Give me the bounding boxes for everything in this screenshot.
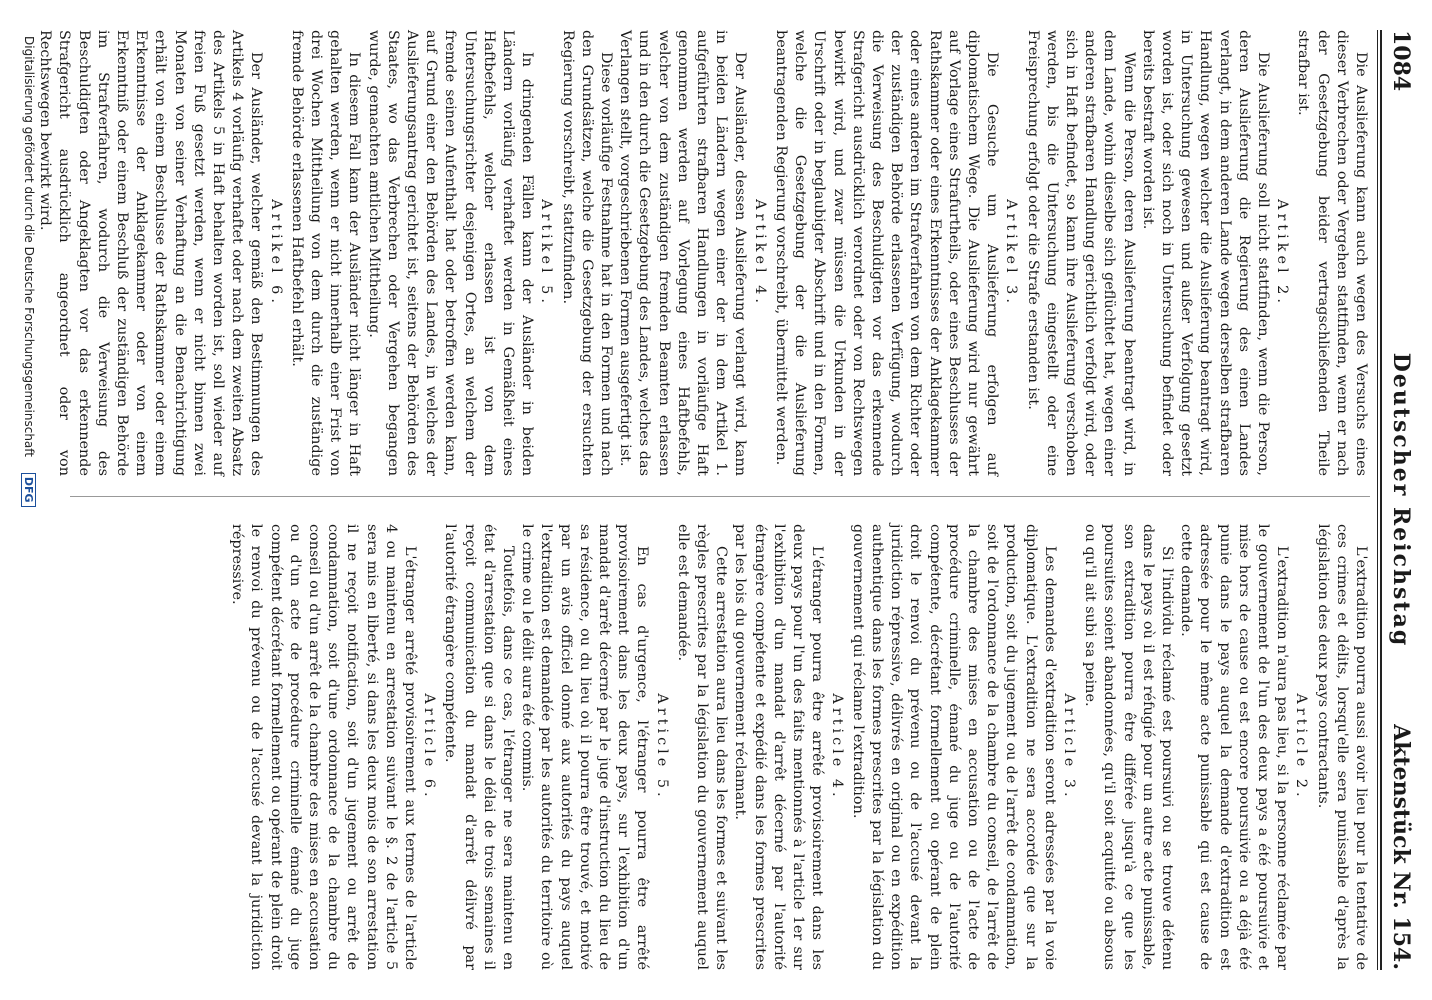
- french-paragraph: L'extradition pourra aussi avoir lieu pour la tentative de ces crimes et délits, lorsqu'elle sera punissable d'après la législation des deux pays contractants.: [1314, 524, 1369, 970]
- french-paragraph: L'étranger pourra être arrêté provisoirement dans les deux pays pour l'un des faits mentionnés à l'article 1er sur l'exhibition d'un mandat d'arrêt décerné par l'autorité étrangère compétente et expédié dans les formes prescrites par les lois du gouvernement réclamant.: [732, 524, 826, 970]
- german-article-heading: Artikel 5.: [538, 199, 555, 307]
- german-article-heading: Artikel 3.: [1003, 199, 1020, 307]
- french-paragraph: Toutefois, dans ce cas, l'étranger ne sera maintenu en état d'arrestation que si dans le délai de trois semaines il reçoit communication du mandat d'arrêt délivré par l'autorité étrangère compétente.: [442, 524, 517, 970]
- header-rule-thin: [1377, 30, 1378, 970]
- german-paragraph: Die Auslieferung soll nicht stattfinden, wenn die Person, deren Auslieferung die Regierung des einen Landes verlangt, in dem anderen Lande wegen derselben strafbaren Handlung, wegen welcher die Auslieferung beantragt wird, in Untersuchung gewesen und außer Verfolgung gesetzt worden ist, oder sich noch in Untersuchung befindet oder bereits bestraft worden ist.: [1139, 30, 1271, 476]
- french-paragraph: L'étranger arrêté provisoirement aux termes de l'article 4 ou maintenu en arrestation suivant le §. 2 de l'article 5 sera mis en liberté, si dans les deux mois de son arrestation il ne reçoit notification, soit d'un jugement ou arrêt de condamnation, soit d'une ordonnance de la chambre du conseil ou d'un arrêt de la chambre des mises en accusation ou d'un acte de procédure criminelle émané du juge compétent décrétant formellement ou opérant de plein droit le renvoi du prévenu ou de l'accusé devant la juridiction répressive.: [229, 524, 419, 970]
- dfg-logo: DFG: [21, 473, 36, 507]
- french-article-heading: Article 4.: [828, 693, 845, 801]
- column-divider: [70, 496, 1370, 497]
- german-article-heading: Artikel 4.: [751, 199, 768, 307]
- french-paragraph: Les demandes d'extradition seront adressées par la voie diplomatique. L'extradition ne sera accordée que sur la production, soit du jugement ou de l'arrêt de condamnation, soit de l'ordonnance de la chambre du conseil, de l'arrêt de la chambre des mises en accusation ou de l'acte de procédure criminelle, émané du juge ou de l'autorité compétente, décrétant formellement ou opérant de plein droit le renvoi du prévenu ou de l'accusé devant la juridiction répressive, délivrés en original ou en expédition authentique dans les formes prescrites par la législation du gouvernement qui réclame l'extradition.: [849, 524, 1058, 970]
- document-number: Aktenstück Nr. 154.: [1388, 724, 1414, 970]
- german-paragraph: In dringenden Fällen kann der Ausländer in beiden Ländern vorläufig verhaftet werden in Gemäßheit eines Haftbefehls, welcher erlassen ist von dem Untersuchungsrichter desjenigen Ortes, an welchem der fremde seinen Aufenthalt hat oder betroffen werden kann, auf Grund einer den Behörden des Landes, in welches der Auslieferungsantrag gerichtet ist, seitens der Behörden des Staates, wo das Verbrechen oder Vergehen begangen wurde, gemachten amtlichen Mittheilung.: [365, 30, 536, 476]
- german-paragraph: Der Ausländer, dessen Auslieferung verlangt wird, kann in beiden Ländern wegen einer der in dem Artikel 1. aufgeführten strafbaren Handlungen in vorläufige Haft genommen werden auf Vorlegung eines Haftbefehls, welcher von dem zuständigen fremden Beamten erlassen und in den durch die Gesetzgebung des Landes, welches das Verlangen stellt, vorgeschriebenen Formen ausgefertigt ist.: [617, 30, 749, 476]
- german-paragraph: Die Auslieferung kann auch wegen des Versuchs eines dieser Verbrechen oder Vergehen stattfinden, wenn er nach der Gesetzgebung beider vertragschließenden Theile strafbar ist.: [1295, 30, 1369, 476]
- publication-title: Deutscher Reichstag: [1388, 352, 1414, 648]
- german-paragraph: Die Gesuche um Auslieferung erfolgen auf diplomatischem Wege. Die Auslieferung wird nur gewährt auf Vorlage eines Strafurtheils, oder eines Beschlusses der Rathskammer oder eines Erkenntnisses der Anklagekammer oder eines anderen im Strafverfahren von dem Richter oder der zuständigen Behörde erlassenen Verfügung, wodurch die Verweisung des Beschuldigten vor das erkennende Strafgericht ausdrücklich verordnet oder von Rechtswegen bewirkt wird, und zwar müssen die Urkunden in der Urschrift oder in beglaubigter Abschrift und in den Formen, welche die Gesetzgebung der die Auslieferung beantragenden Regierung vorschreibt, übermittelt werden.: [772, 30, 1001, 476]
- german-paragraph: Wenn die Person, deren Auslieferung beantragt wird, in dem Lande, wohin dieselbe sich geflüchtet hat, wegen einer anderen strafbaren Handlung gerichtlich verfolgt wird, oder sich in Haft befindet, so kann ihre Auslieferung verschoben werden, bis die Untersuchung eingestellt oder eine Freisprechung erfolgt oder die Strafe erstanden ist.: [1024, 30, 1137, 476]
- french-paragraph: Si l'individu réclamé est poursuivi ou se trouve détenu dans le pays où il est réfugié pour un autre acte punissable, son extradition pourra être différée jusqu'à ce que les poursuites soient abandonnées, qu'il soit acquitté ou absous ou qu'il ait subi sa peine.: [1082, 524, 1175, 970]
- french-paragraph: En cas d'urgence, l'étranger pourra être arrêté provisoirement dans les deux pays, sur l'exhibition d'un mandat d'arrêt décerné par le juge d'instruction du lieu de sa résidence, ou du lieu où il pourra être trouvé, et motivé par un avis officiel donné aux autorités du pays auquel l'extradition est demandée par les autorités du territoire où le crime ou le délit aura été commis.: [519, 524, 651, 970]
- german-paragraph: Diese vorläufige Festnahme hat in den Formen und nach den Grundsätzen, welche die Gesetzgebung der ersuchten Regierung vorschreibt, stattzufinden.: [559, 30, 615, 476]
- header-rule: [1380, 30, 1382, 970]
- digitization-note: [21, 36, 36, 507]
- german-text-column: [35, 30, 1370, 476]
- german-article-heading: Artikel 2.: [1274, 199, 1291, 307]
- german-article-heading: Artikel 6.: [267, 199, 284, 307]
- page-number: 1084: [1388, 30, 1414, 92]
- french-paragraph: Cette arrestation aura lieu dans les formes et suivant les règles prescrites par la législation du gouvernement auquel elle est demandée.: [674, 524, 730, 970]
- french-article-heading: Article 5.: [653, 693, 670, 801]
- french-article-heading: Article 3.: [1060, 693, 1077, 801]
- french-article-heading: Article 6.: [421, 693, 438, 801]
- german-paragraph: Der Ausländer, welcher gemäß den Bestimmungen des Artikels 4 vorläufig verhaftet oder nach dem zweiten Absatz des Artikels 5 in Haft behalten worden ist, soll wieder auf freien Fuß gesetzt werden, wenn er nicht binnen zwei Monaten von seiner Verhaftung an die Benachrichtigung erhält von einem Beschlusse der Rathskammer oder einem Erkenntnisse der Anklagekammer oder von einem Erkenntniß oder einem Beschluß der zuständigen Behörde im Strafverfahren, wodurch die Verweisung des Beschuldigten oder Angeklagten vor das erkennende Strafgericht ausdrücklich angeordnet oder von Rechtswegen bewirkt wird.: [37, 30, 265, 476]
- page-header: [1386, 30, 1414, 970]
- french-text-column: [227, 524, 1370, 970]
- french-article-heading: Article 2.: [1293, 693, 1310, 801]
- french-paragraph: L'extradition n'aura pas lieu, si la personne réclamée par le gouvernement de l'un des deux pays a été poursuivie et mise hors de cause ou est encore poursuivie ou a déjà été punie dans le pays auquel la demande d'extradition est adressée pour le même acte punissable qui est cause de cette demande.: [1178, 524, 1291, 970]
- german-paragraph: In diesem Fall kann der Ausländer nicht länger in Haft gehalten werden, wenn er nicht innerhalb einer Frist von drei Wochen Mittheilung von dem durch die zuständige fremde Behörde erlassenen Haftbefehl erhält.: [288, 30, 363, 476]
- digitization-note-text: Digitalisierung gefördert durch die Deutsche Forschungsgemeinschaft: [22, 36, 36, 458]
